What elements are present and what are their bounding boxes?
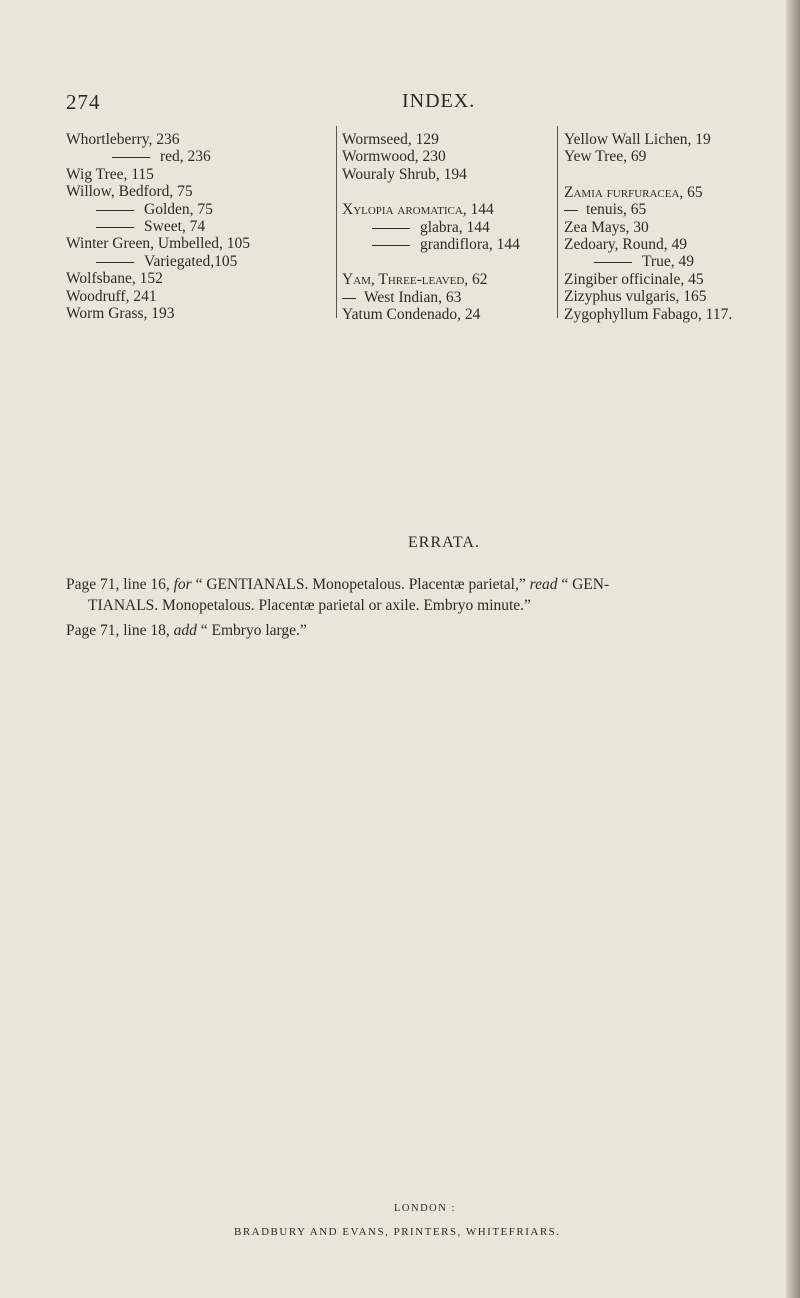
index-entry: Yellow Wall Lichen, 19 (564, 131, 711, 148)
index-entry: tenuis, 65 (564, 201, 779, 218)
errata-item: Page 71, line 18, add “ Embryo large.” (66, 622, 307, 639)
index-entry: Wouraly Shrub, 194 (342, 165, 467, 183)
column-rule (557, 126, 558, 318)
index-entry: Zamia furfuracea, 65 (564, 183, 703, 201)
ditto-dash (342, 298, 356, 299)
page-number: 274 (66, 90, 101, 114)
ditto-dash (96, 210, 134, 211)
index-entry: Zizyphus vulgaris, 165 (564, 288, 707, 306)
imprint-city: LONDON : (394, 1203, 456, 1214)
section-gap (564, 166, 779, 184)
index-entry: Wig Tree, 115 (66, 165, 154, 183)
index-entry: Zingiber officinale, 45 (564, 270, 704, 288)
ditto-dash (594, 262, 632, 263)
ditto-dash (372, 228, 410, 229)
imprint-printers: BRADBURY AND EVANS, PRINTERS, WHITEFRIARS. (234, 1226, 561, 1238)
section-gap (342, 253, 542, 271)
errata-title: ERRATA. (408, 534, 480, 551)
index-entry: Wormseed, 129 (342, 131, 439, 148)
index-entry: Xylopia aromatica, 144 (342, 201, 494, 219)
running-head: INDEX. (402, 90, 476, 112)
index-entry: Whortleberry, 236 (66, 131, 180, 148)
column-rule (336, 126, 337, 318)
ditto-dash (96, 227, 134, 228)
index-entry: Winter Green, Umbelled, 105 (66, 235, 251, 253)
index-entry: Zea Mays, 30 (564, 218, 649, 236)
page-edge-shadow (786, 0, 800, 1298)
index-entry: Yew Tree, 69 (564, 148, 647, 166)
index-entry: Woodruff, 241 (66, 287, 157, 305)
index-column-2 (342, 131, 542, 324)
index-entry: Worm Grass, 193 (66, 305, 175, 323)
index-entry: grandiflora, 144 (342, 236, 542, 253)
ditto-dash (96, 262, 134, 263)
index-entry: Wormwood, 230 (342, 148, 446, 166)
errata-body (66, 574, 781, 645)
index-entry: Variegated,105 (66, 253, 311, 270)
index-entry: Zedoary, Round, 49 (564, 236, 687, 254)
index-entry: Yatum Condenado, 24 (342, 306, 481, 324)
ditto-dash (112, 157, 150, 158)
errata-item: Page 71, line 16, for “ GENTIANALS. Monopetalous. Placentæ parietal,” read “ GEN- TIANALS. Monopetalous. Placentæ parietal or axile. Embryo minute.” (66, 576, 610, 614)
index-column-1 (66, 131, 311, 322)
index-entry: Willow, Bedford, 75 (66, 183, 193, 201)
index-entry: glabra, 144 (342, 219, 542, 236)
index-entry: red, 236 (66, 148, 311, 165)
index-entry: Golden, 75 (66, 201, 311, 218)
index-column-3 (564, 131, 779, 323)
index-entry: True, 49 (564, 253, 779, 270)
ditto-dash (372, 245, 410, 246)
section-gap (342, 183, 542, 201)
index-entry: Wolfsbane, 152 (66, 270, 163, 288)
index-entry: Zygophyllum Fabago, 117. (564, 305, 733, 323)
index-entry: Sweet, 74 (66, 218, 311, 235)
index-entry: West Indian, 63 (342, 289, 542, 306)
index-entry: Yam, Three-leaved, 62 (342, 271, 488, 289)
ditto-dash (564, 210, 578, 211)
